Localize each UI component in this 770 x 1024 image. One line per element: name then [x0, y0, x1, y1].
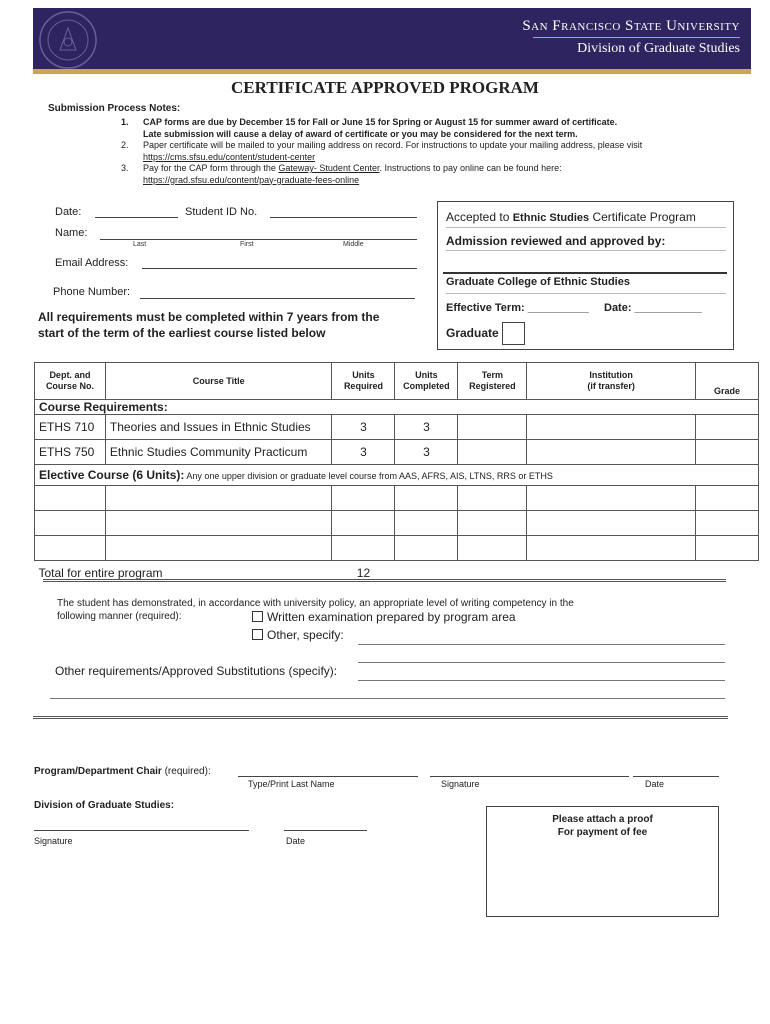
units-completed: 3: [395, 415, 458, 440]
table-row: [35, 511, 759, 536]
units-completed: 3: [395, 440, 458, 465]
course-title: Theories and Issues in Ethnic Studies: [105, 415, 332, 440]
graduate-label: Graduate: [446, 326, 499, 340]
writing-text-line2: following manner (required):: [57, 611, 182, 622]
header-req-l1: Units: [352, 370, 375, 380]
division-label: Division of Graduate Studies:: [34, 800, 175, 811]
empty-cell[interactable]: [105, 511, 332, 536]
note-3-text-a: Pay for the CAP form through the: [143, 163, 279, 173]
college-underline: [446, 293, 726, 294]
grade-cell[interactable]: [696, 415, 759, 440]
header-title: Course Title: [105, 363, 332, 400]
division-name: Division of Graduate Studies: [577, 41, 740, 56]
header-dept-l2: Course No.: [45, 381, 94, 391]
reviewed-underline: [446, 250, 726, 251]
college-name: Graduate College of Ethnic Studies: [446, 276, 630, 288]
name-field[interactable]: [100, 239, 417, 240]
chair-required-text: (required):: [161, 766, 211, 777]
proof-of-payment-text: [486, 813, 719, 839]
accepted-underline: [446, 227, 726, 228]
empty-cell[interactable]: [332, 511, 395, 536]
section-divider: [43, 579, 726, 582]
empty-cell[interactable]: [527, 536, 696, 561]
empty-cell[interactable]: [35, 536, 106, 561]
note-3-num: 3.: [121, 163, 129, 173]
other-specify-field-2[interactable]: [358, 662, 725, 663]
empty-cell[interactable]: [696, 486, 759, 511]
student-id-label: Student ID No.: [185, 206, 258, 218]
elective-row: [35, 465, 759, 486]
empty-cell[interactable]: [527, 511, 696, 536]
other-checkbox[interactable]: [252, 629, 263, 640]
empty-cell[interactable]: [458, 536, 527, 561]
effective-term-field[interactable]: Effective Term: __________: [446, 302, 589, 314]
requirement-note-line1: All requirements must be completed within 7 years from the: [38, 310, 380, 324]
pay-fees-link[interactable]: https://grad.sfsu.edu/content/pay-graduate-fees-online: [143, 174, 360, 185]
other-option[interactable]: [252, 628, 344, 642]
section-divider-2: [33, 716, 728, 719]
header-inst-l2: (if transfer): [587, 381, 635, 391]
institution-cell[interactable]: [527, 440, 696, 465]
note-2-num: 2.: [121, 140, 129, 150]
middle-name-caption: Middle: [343, 241, 364, 248]
note-1: [121, 117, 642, 140]
first-name-caption: First: [240, 241, 254, 248]
email-field[interactable]: [142, 268, 417, 269]
approver-signature-line[interactable]: [443, 272, 727, 274]
header-units-required: [332, 363, 395, 400]
empty-cell[interactable]: [395, 536, 458, 561]
header-dept-l1: Dept. and: [49, 370, 91, 380]
accepted-line: [446, 210, 696, 224]
empty-cell[interactable]: [332, 536, 395, 561]
total-label: Total for entire program: [38, 566, 163, 580]
phone-field[interactable]: [140, 298, 415, 299]
requirement-note: [38, 309, 379, 341]
empty-cell[interactable]: [395, 486, 458, 511]
table-row: [35, 415, 759, 440]
date-field[interactable]: [95, 217, 178, 218]
term-cell[interactable]: [458, 415, 527, 440]
note-2-line1: Paper certificate will be mailed to your mailing address on record. For instructions to update your mailing address, please visit: [143, 140, 643, 150]
graduate-checkbox[interactable]: [502, 322, 525, 345]
note-2: [121, 140, 642, 163]
chair-signature-caption: Signature: [441, 779, 480, 789]
accepted-suffix: Certificate Program: [589, 210, 696, 224]
institution-cell[interactable]: [527, 415, 696, 440]
student-id-field[interactable]: [270, 217, 417, 218]
chair-label: [34, 766, 211, 777]
table-row: [35, 536, 759, 561]
header-inst-l1: Institution: [589, 370, 633, 380]
header-divider: [533, 37, 740, 38]
course-table: [34, 362, 759, 585]
table-row: [35, 440, 759, 465]
empty-cell[interactable]: [395, 511, 458, 536]
units-required: 3: [332, 415, 395, 440]
empty-cell[interactable]: [696, 536, 759, 561]
chair-label-text: Program/Department Chair: [34, 766, 162, 777]
note-1-num: 1.: [121, 117, 129, 127]
header-grade: Grade: [696, 363, 759, 400]
empty-cell[interactable]: [696, 511, 759, 536]
course-number: ETHS 750: [35, 440, 106, 465]
other-specify-field[interactable]: [358, 644, 725, 645]
header-gold-stripe: [33, 69, 751, 74]
proof-line1: Please attach a proof: [552, 814, 653, 825]
other-requirements-label: Other requirements/Approved Substitutions (specify):: [55, 664, 338, 678]
header-term-l1: Term: [481, 370, 504, 380]
date-label: Date:: [55, 206, 82, 218]
empty-cell[interactable]: [458, 486, 527, 511]
header-comp-l2: Completed: [403, 381, 450, 391]
note-1-line2: Late submission will cause a delay of award of certificate or you may be considered for the next term.: [143, 128, 578, 139]
total-units: 12: [356, 566, 371, 580]
university-seal-icon: [38, 10, 98, 70]
empty-cell[interactable]: [527, 486, 696, 511]
last-name-caption: Last: [133, 241, 147, 248]
other-requirements-field[interactable]: [358, 680, 725, 681]
header-req-l2: Required: [343, 381, 383, 391]
division-signature-caption: Signature: [34, 836, 73, 846]
course-title: Ethnic Studies Community Practicum: [105, 440, 332, 465]
proof-line2: For payment of fee: [557, 827, 648, 838]
empty-cell[interactable]: [458, 511, 527, 536]
name-label: Name:: [55, 227, 88, 239]
header-term: [458, 363, 527, 400]
written-exam-checkbox[interactable]: [252, 611, 263, 622]
elective-note: Any one upper division or graduate level course from AAS, AFRS, AIS, LTNS, RRS or ETHS: [184, 471, 553, 481]
writing-text-line1: The student has demonstrated, in accordance with university policy, an appropriate level of writing competency in the: [57, 598, 574, 609]
elective-section: [35, 465, 759, 486]
phone-label: Phone Number:: [53, 286, 131, 298]
course-number: ETHS 710: [35, 415, 106, 440]
university-name: San Francisco State University: [522, 18, 740, 34]
section-course-requirements: Course Requirements:: [35, 400, 759, 415]
gateway-link[interactable]: Gateway- Student Center: [278, 163, 380, 173]
reviewed-label: Admission reviewed and approved by:: [446, 234, 666, 248]
note-3-text-b: . Instructions to pay online can be found here:: [379, 163, 562, 173]
elective-label: Elective Course (6 Units):: [39, 468, 185, 482]
grade-cell[interactable]: [696, 440, 759, 465]
type-name-caption: Type/Print Last Name: [248, 779, 335, 789]
division-signature-field[interactable]: [34, 830, 249, 831]
header-units-completed: [395, 363, 458, 400]
chair-date-field[interactable]: [633, 776, 719, 777]
student-center-link[interactable]: https://cms.sfsu.edu/content/student-center: [143, 151, 316, 162]
section-row: [35, 400, 759, 415]
empty-cell[interactable]: [105, 486, 332, 511]
term-cell[interactable]: [458, 440, 527, 465]
empty-cell[interactable]: [35, 511, 106, 536]
empty-cell[interactable]: [35, 486, 106, 511]
empty-cell[interactable]: [332, 486, 395, 511]
header-institution: [527, 363, 696, 400]
units-required: 3: [332, 440, 395, 465]
chair-signature-field[interactable]: [430, 776, 629, 777]
notes-list: [121, 117, 642, 186]
empty-cell[interactable]: [105, 536, 332, 561]
email-label: Email Address:: [55, 257, 129, 269]
table-header-row: [35, 363, 759, 400]
requirement-note-line2: start of the term of the earliest course listed below: [38, 326, 326, 340]
accepted-prefix: Accepted to: [446, 210, 513, 224]
other-requirements-field-2[interactable]: [50, 698, 725, 699]
header-dept: [35, 363, 106, 400]
header-comp-l1: Units: [415, 370, 438, 380]
written-exam-option[interactable]: [252, 610, 516, 624]
approval-date-field[interactable]: Date: ___________: [604, 302, 702, 314]
note-3: [121, 163, 642, 186]
program-name: Ethnic Studies: [512, 212, 590, 224]
table-row: [35, 486, 759, 511]
page-title: CERTIFICATE APPROVED PROGRAM: [231, 78, 539, 97]
division-date-caption: Date: [286, 836, 306, 846]
written-exam-label: Written examination prepared by program area: [267, 610, 516, 624]
division-date-field[interactable]: [284, 830, 367, 831]
notes-heading: Submission Process Notes:: [48, 103, 181, 114]
chair-name-field[interactable]: [238, 776, 418, 777]
chair-date-caption: Date: [645, 779, 665, 789]
other-label: Other, specify:: [267, 628, 344, 642]
header-term-l2: Registered: [469, 381, 516, 391]
note-1-line1: CAP forms are due by December 15 for Fall or June 15 for Spring or August 15 for summer award of certificate.: [143, 117, 618, 127]
